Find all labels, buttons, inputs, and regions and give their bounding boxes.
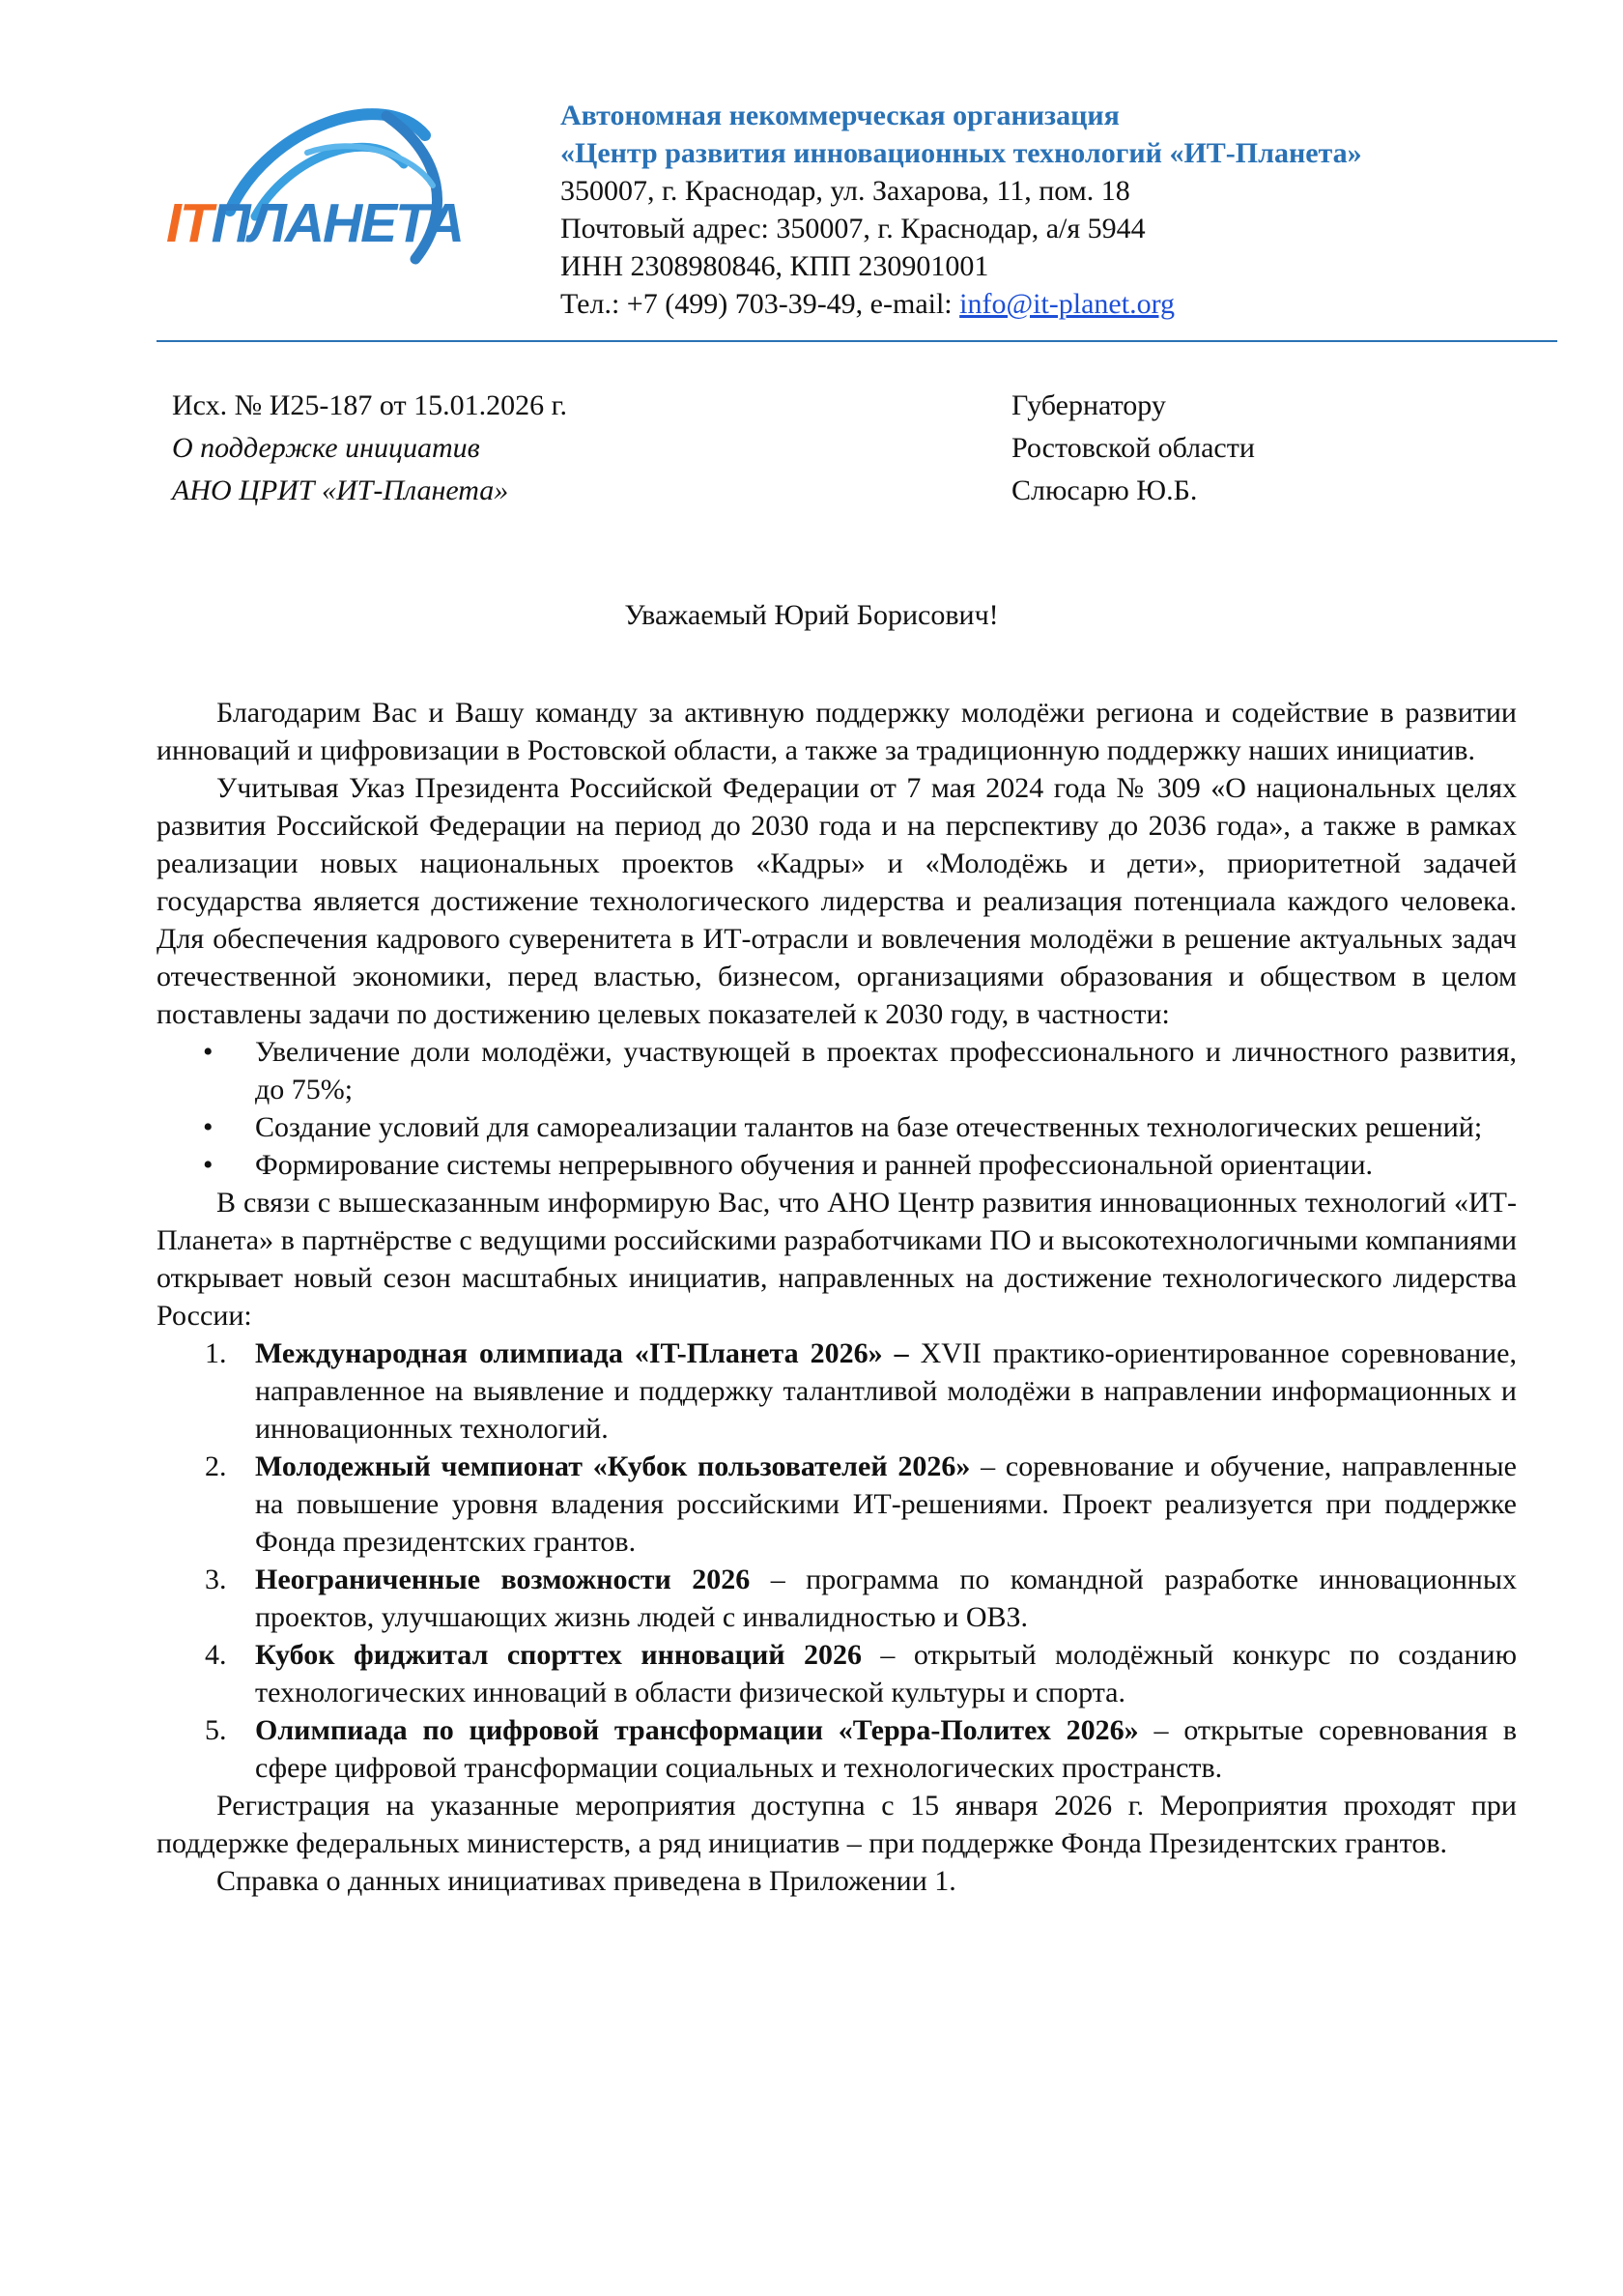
- list-item: • Создание условий для самореализации талантов на базе отечественных технологических решений;: [157, 1108, 1517, 1146]
- addressee-line1: Губернатору: [1011, 389, 1166, 421]
- event-title: Молодежный чемпионат «Кубок пользователей 2026»: [255, 1450, 971, 1482]
- paragraph-national-goals: Учитывая Указ Президента Российской Федерации от 7 мая 2024 года № 309 «О национальных целях развития Российской Федерации на период до 2030 года и на перспективу до 2036 года», а также в рамках реализации новых национальных проектов «Кадры» и «Молодёжь и дети», приоритетной задачей государства является достижение технологического лидерства и реализация потенциала каждого человека. Для обеспечения кадрового суверенитета в ИТ-отрасли и вовлечения молодёжи в решение актуальных задач отечественной экономики, перед властью, бизнесом, организациями образования и обществом в целом поставлены задачи по достижению целевых показателей к 2030 году, в частности:: [157, 772, 1517, 1030]
- addressee-line3: Слюсарю Ю.Б.: [1011, 474, 1198, 506]
- goals-list: [157, 1033, 1517, 1184]
- event-item: 4. Кубок фиджитал спорттех инноваций 2026 – открытый молодёжный конкурс по созданию технологических инноваций в области физической культуры и спорта.: [205, 1639, 1517, 1708]
- org-address: 350007, г. Краснодар, ул. Захарова, 11, пом. 18: [560, 175, 1130, 207]
- org-tax-ids: ИНН 2308980846, КПП 230901001: [560, 250, 989, 282]
- reference-subject-line2: АНО ЦРИТ «ИТ-Планета»: [172, 474, 509, 506]
- event-item: 5. Олимпиада по цифровой трансформации «Терра-Политех 2026» – открытые соревнования в сфере цифровой трансформации социальных и технологических пространств.: [205, 1714, 1518, 1784]
- addressee-line2: Ростовской области: [1011, 432, 1255, 464]
- organization-details: [560, 97, 1526, 323]
- paragraph-gratitude: Благодарим Вас и Вашу команду за активную поддержку молодёжи региона и содействие в развитии инноваций и цифровизации в Ростовской области, а также за традиционную поддержку наших инициатив.: [157, 697, 1517, 766]
- event-description: – открытые соревнования в сфере цифровой трансформации социальных и технологических пространств.: [255, 1714, 1518, 1784]
- paragraph-appendix-reference: Справка о данных инициативах приведена в Приложении 1.: [216, 1865, 956, 1897]
- letter-body: [157, 694, 1517, 1900]
- header-divider: [157, 340, 1557, 342]
- event-description: – программа по командной разработке инновационных проектов, улучшающих жизнь людей с инвалидностью и ОВЗ.: [255, 1564, 1517, 1633]
- reference-subject-line1: О поддержке инициатив: [172, 432, 480, 464]
- organization-logo: [162, 97, 462, 266]
- event-description: XVII практико-ориентированное соревнование, направленное на выявление и поддержку талантливой молодёжи в направлении информационных и инновационных технологий.: [255, 1337, 1517, 1445]
- event-item: 1. Международная олимпиада «IT-Планета 2026» – XVII практико-ориентированное соревнование, направленное на выявление и поддержку талантливой молодёжи в направлении информационных и инновационных технологий.: [205, 1337, 1517, 1445]
- event-title: Олимпиада по цифровой трансформации «Терра-Политех 2026»: [255, 1714, 1139, 1746]
- list-item: • Увеличение доли молодёжи, участвующей в проектах профессионального и личностного развития, до 75%;: [157, 1033, 1517, 1108]
- addressee-block: [1011, 385, 1255, 512]
- event-item: 3. Неограниченные возможности 2026 – программа по командной разработке инновационных проектов, улучшающих жизнь людей с инвалидностью и ОВЗ.: [205, 1564, 1517, 1633]
- reference-number: Исх. № И25-187 от 15.01.2026 г.: [172, 389, 567, 421]
- email-link[interactable]: info@it-planet.org: [959, 288, 1176, 320]
- event-description: – открытый молодёжный конкурс по созданию технологических инноваций в области физической культуры и спорта.: [255, 1639, 1517, 1708]
- salutation: Уважаемый Юрий Борисович!: [624, 599, 999, 631]
- event-item: 2. Молодежный чемпионат «Кубок пользователей 2026» – соревнование и обучение, направленные на повышение уровня владения российскими ИТ-решениями. Проект реализуется при поддержке Фонда президентских грантов.: [205, 1450, 1517, 1558]
- outgoing-reference: [172, 385, 567, 512]
- org-contacts: Тел.: +7 (499) 703-39-49, e-mail: info@it-planet.org: [560, 288, 1176, 320]
- event-title: Кубок фиджитал спорттех инноваций 2026: [255, 1639, 862, 1671]
- paragraph-registration: Регистрация на указанные мероприятия доступна с 15 января 2026 г. Мероприятия проходят при поддержке федеральных министерств, а ряд инициатив – при поддержке Фонда Президентских грантов.: [157, 1790, 1517, 1859]
- org-postal-address: Почтовый адрес: 350007, г. Краснодар, а/я 5944: [560, 213, 1146, 244]
- event-title: Неограниченные возможности 2026: [255, 1564, 751, 1595]
- event-description: – соревнование и обучение, направленные на повышение уровня владения российскими ИТ-решениями. Проект реализуется при поддержке Фонда президентских грантов.: [255, 1450, 1517, 1558]
- list-item: • Формирование системы непрерывного обучения и ранней профессиональной ориентации.: [157, 1146, 1517, 1184]
- org-type-line: Автономная некоммерческая организация: [560, 100, 1120, 131]
- events-list: [157, 1335, 1517, 1787]
- event-title: Международная олимпиада «IT-Планета 2026» –: [255, 1337, 909, 1369]
- org-name-line: «Центр развития инновационных технологий «ИТ-Планета»: [560, 137, 1362, 169]
- paragraph-announcement: В связи с вышесказанным информирую Вас, что АНО Центр развития инновационных технологий «ИТ-Планета» в партнёрстве с ведущими российскими разработчиками ПО и высокотехнологичными компаниями открывает новый сезон масштабных инициатив, направленных на достижение технологического лидерства России:: [157, 1187, 1517, 1332]
- logo-wordmark: ITПЛАНЕТА: [166, 192, 463, 254]
